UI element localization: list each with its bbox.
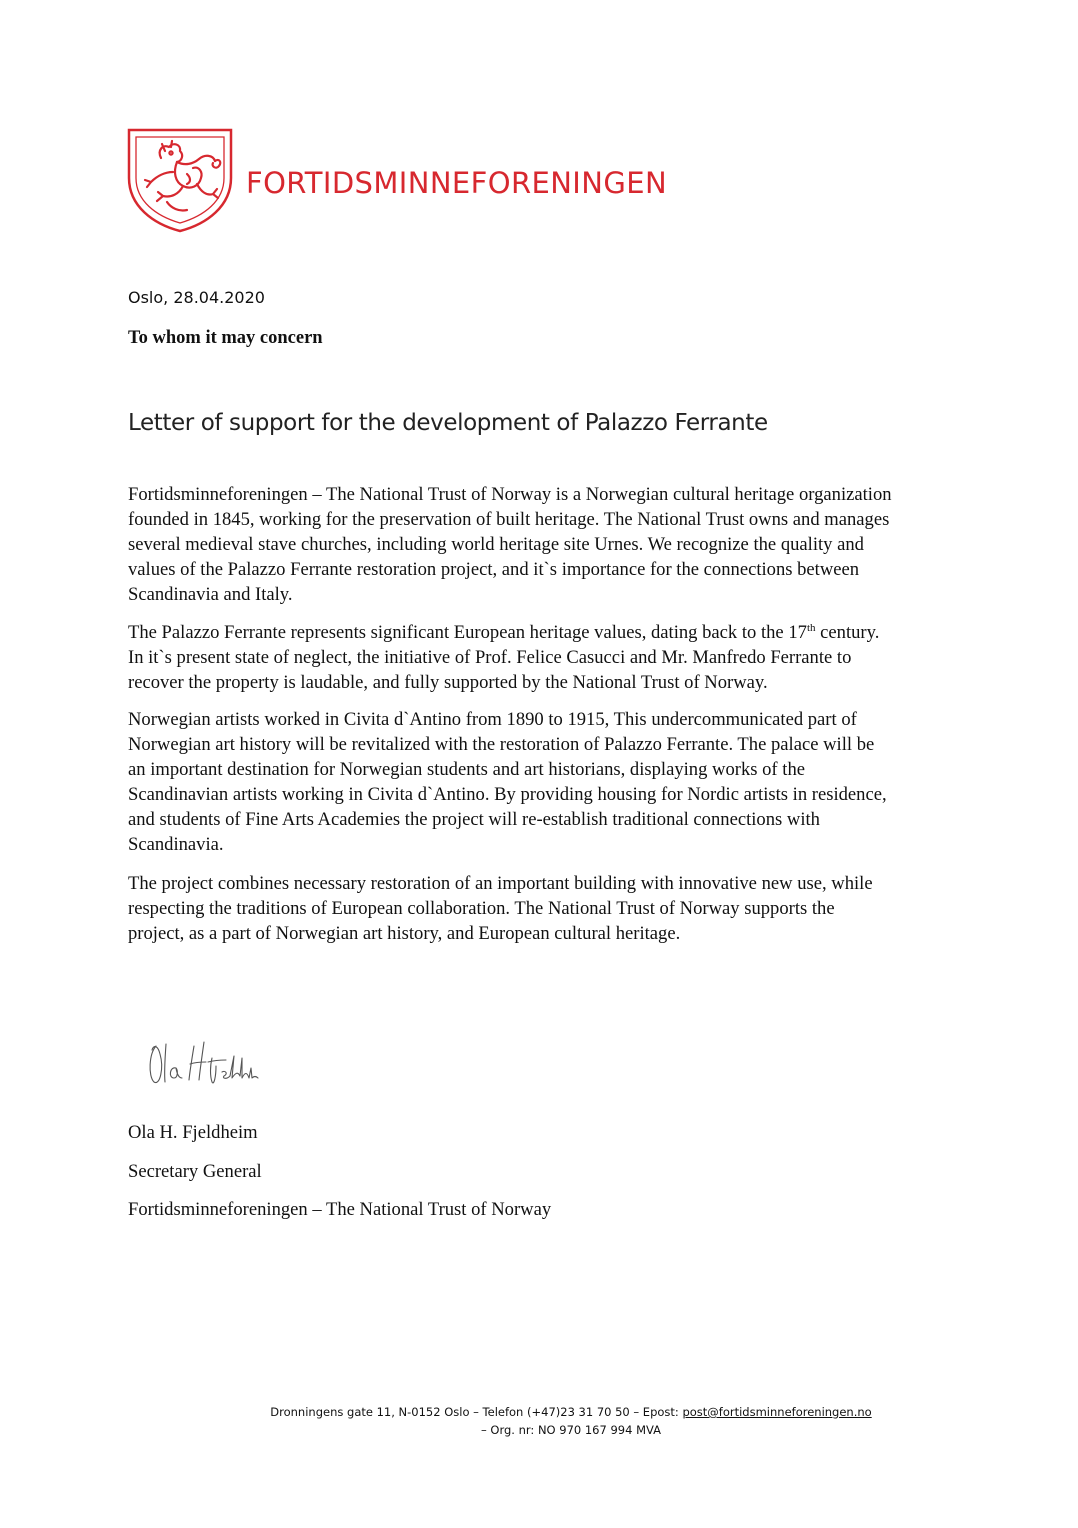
paragraph-line: project, as a part of Norwegian art history, and European cultural heritage. — [128, 923, 681, 944]
paragraph-2 — [128, 620, 958, 695]
signatory-organization: Fortidsminneforeningen – The National Trust of Norway — [128, 1199, 552, 1220]
paragraph-1 — [128, 482, 958, 607]
paragraph-line: In it`s present state of neglect, the initiative of Prof. Felice Casucci and Mr. Manfredo Ferrante to — [128, 647, 852, 668]
paragraph-line: founded in 1845, working for the preservation of built heritage. The National Trust owns and manages — [128, 509, 890, 530]
paragraph-line: recover the property is laudable, and fully supported by the National Trust of Norway. — [128, 672, 768, 693]
paragraph-line: and students of Fine Arts Academies the project will re-establish traditional connections with — [128, 809, 820, 830]
paragraph-line: Scandinavian artists working in Civita d`Antino. By providing housing for Nordic artists in residence, — [128, 784, 887, 805]
letterhead-logo — [127, 128, 668, 233]
paragraph-line: several medieval stave churches, including world heritage site Urnes. We recognize the quality and — [128, 534, 864, 555]
paragraph-line: Norwegian artists worked in Civita d`Antino from 1890 to 1915, This undercommunicated part of — [128, 709, 857, 730]
signatory-name: Ola H. Fjeldheim — [128, 1122, 258, 1143]
paragraph-4 — [128, 871, 958, 946]
footer-address — [32, 1405, 1078, 1419]
signatory-title: Secretary General — [128, 1161, 262, 1182]
paragraph-line — [128, 620, 958, 645]
paragraph-line: Fortidsminneforeningen – The National Trust of Norway is a Norwegian cultural heritage organization — [128, 484, 892, 505]
paragraph-line: an important destination for Norwegian students and art historians, displaying works of the — [128, 759, 805, 780]
heraldic-beast-shield-icon — [127, 128, 233, 233]
date-line: Oslo, 28.04.2020 — [128, 288, 265, 307]
line-text: century. — [815, 622, 880, 643]
paragraph-line: respecting the traditions of European collaboration. The National Trust of Norway supports the — [128, 898, 835, 919]
footer-org-number: – Org. nr: NO 970 167 994 MVA — [481, 1423, 661, 1437]
paragraph-line: Norwegian art history will be revitalized with the restoration of Palazzo Ferrante. The palace will be — [128, 734, 875, 755]
letter-heading: Letter of support for the development of Palazzo Ferrante — [128, 410, 768, 436]
paragraph-line: The project combines necessary restoration of an important building with innovative new use, while — [128, 873, 873, 894]
paragraph-line: values of the Palazzo Ferrante restoration project, and it`s importance for the connections between — [128, 559, 860, 580]
paragraph-line: Scandinavia. — [128, 834, 224, 855]
handwritten-signature — [146, 1032, 266, 1088]
superscript: th — [806, 622, 816, 634]
paragraph-3 — [128, 707, 958, 857]
organization-name: FORTIDSMINNEFORENINGEN — [246, 166, 668, 200]
footer-email-link[interactable]: post@fortidsminneforeningen.no — [682, 1405, 872, 1419]
footer-contact-text: Dronningens gate 11, N-0152 Oslo – Telefon (+47)23 31 70 50 – Epost: — [270, 1405, 683, 1419]
paragraph-line: Scandinavia and Italy. — [128, 584, 293, 605]
salutation: To whom it may concern — [128, 328, 323, 348]
line-text: The Palazzo Ferrante represents significant European heritage values, dating back to the 17 — [128, 622, 807, 643]
